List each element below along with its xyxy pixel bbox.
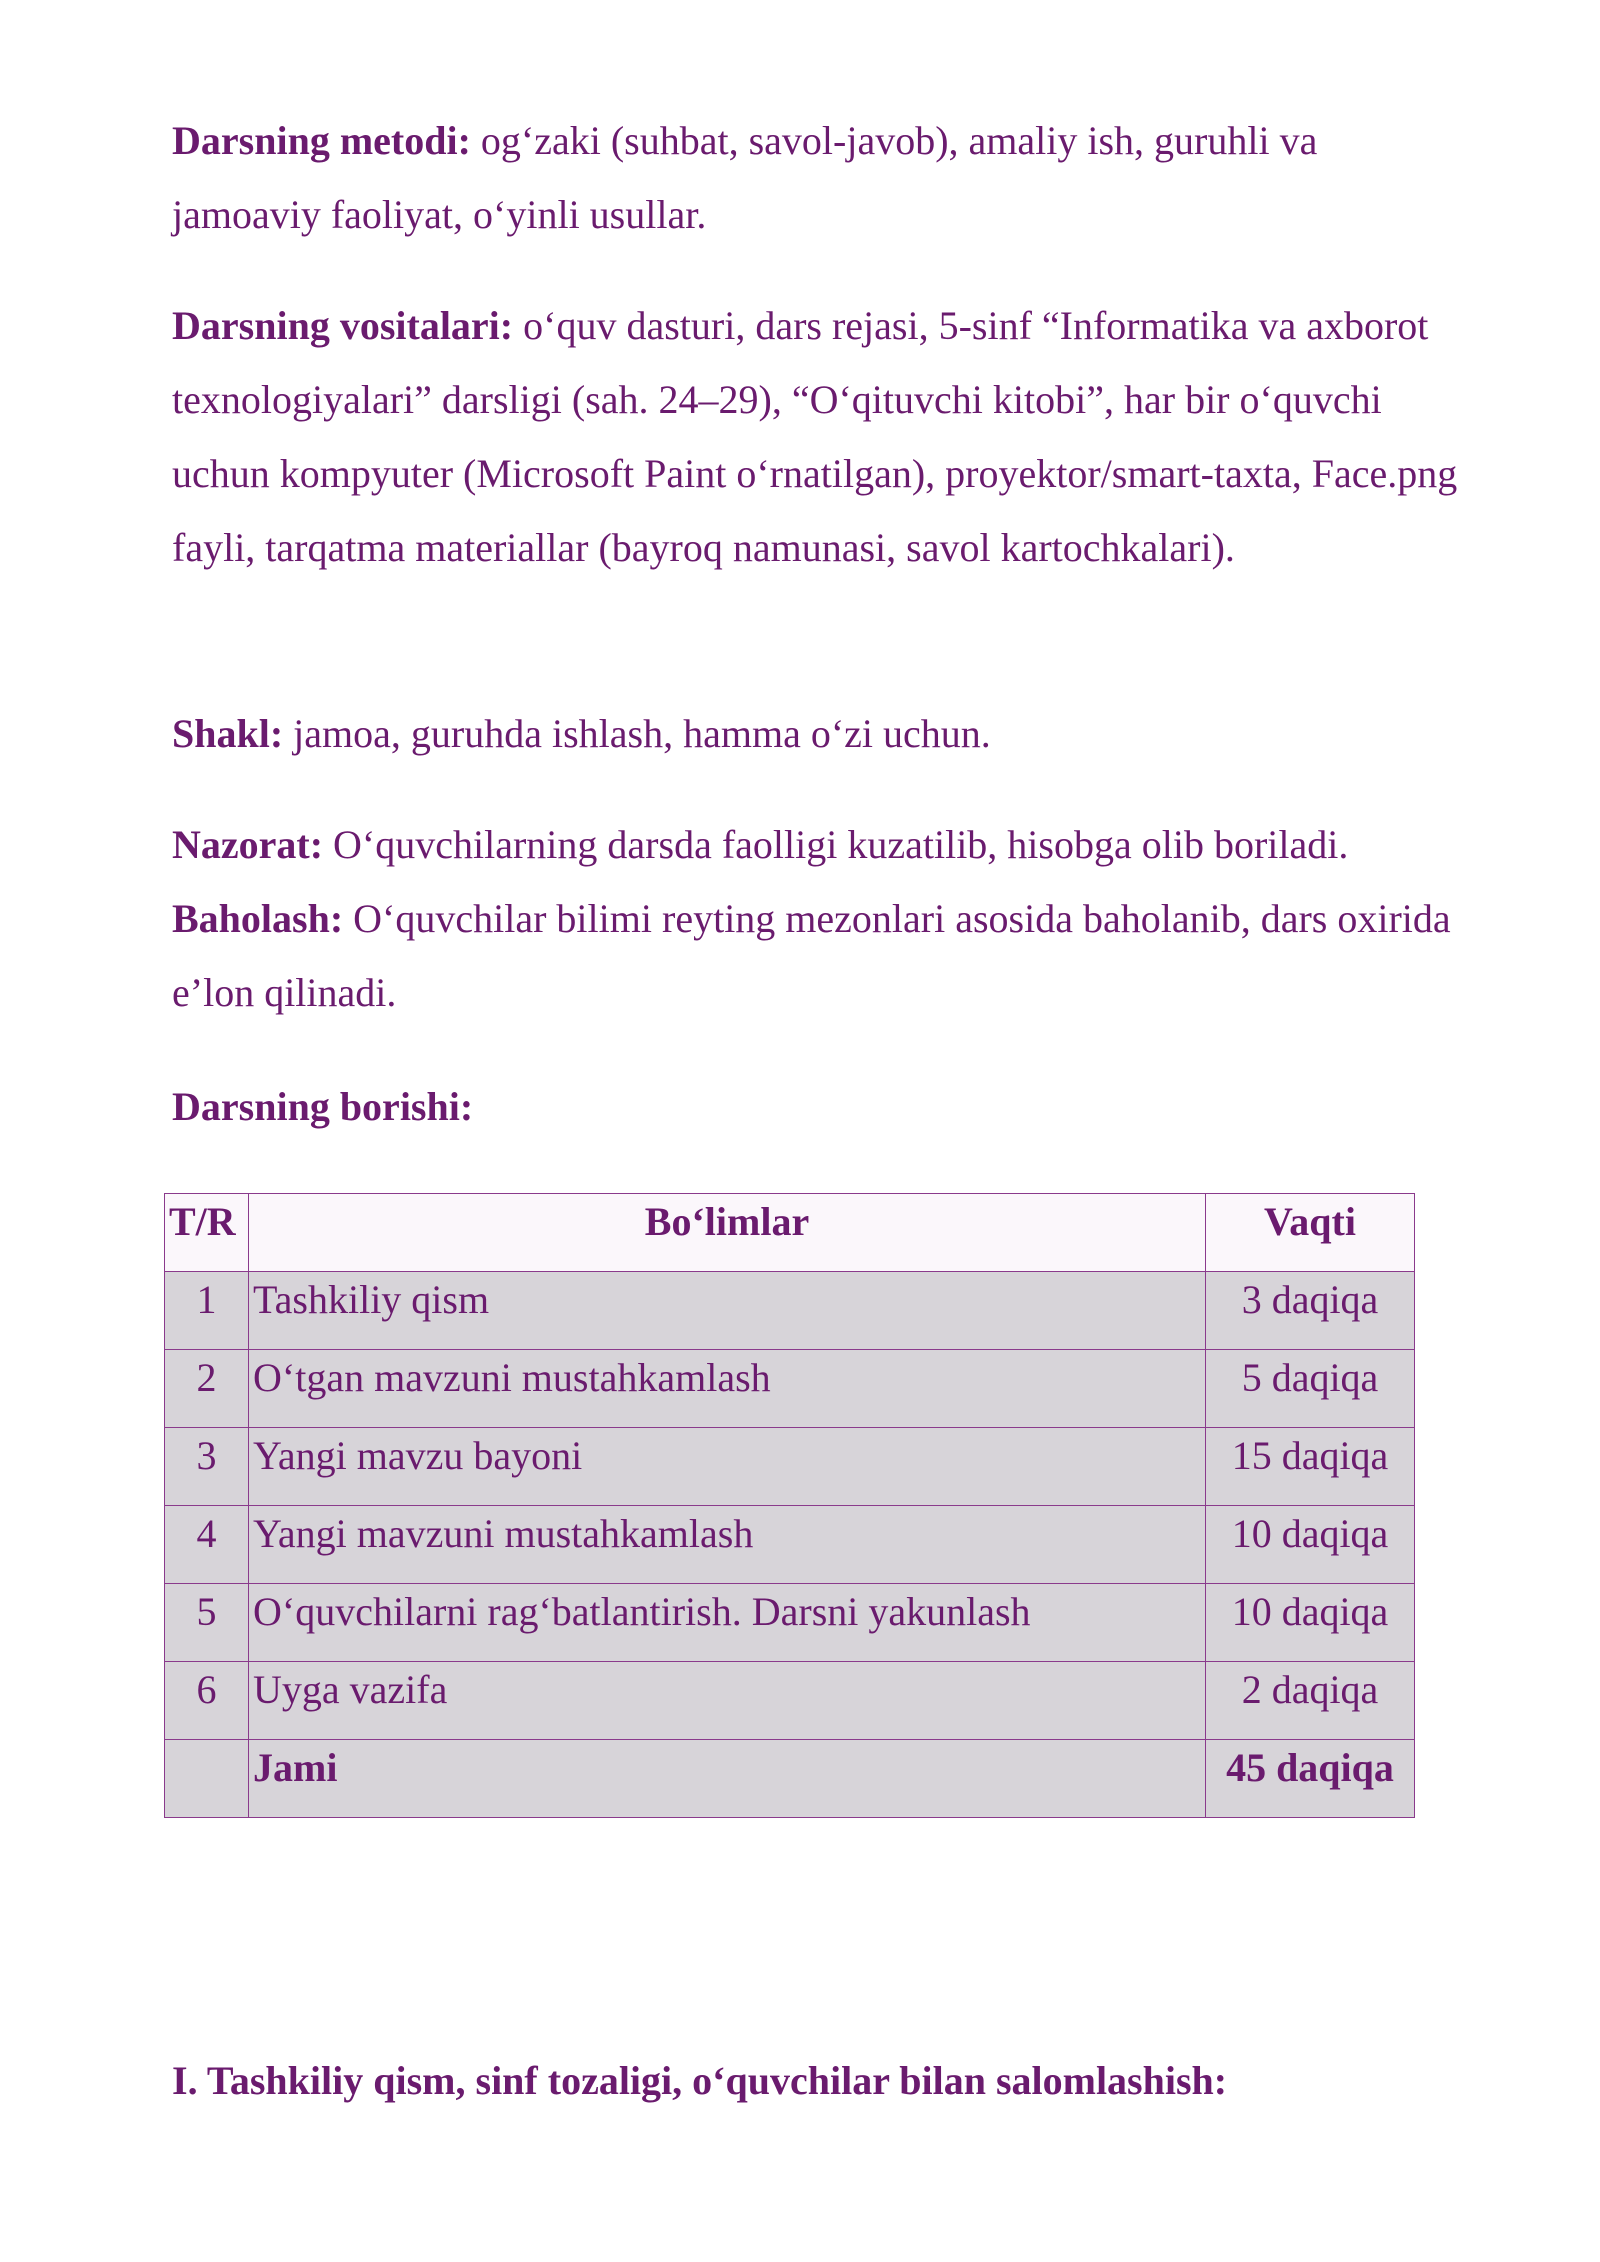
header-time: Vaqti xyxy=(1206,1194,1415,1272)
paragraph-shakl xyxy=(172,697,1462,771)
row-number: 4 xyxy=(165,1506,249,1584)
row-number: 1 xyxy=(165,1272,249,1350)
lesson-plan-table xyxy=(164,1193,1415,1818)
label-nazorat: Nazorat: xyxy=(172,822,324,867)
row-number: 2 xyxy=(165,1350,249,1428)
table-header-row xyxy=(165,1194,1415,1272)
header-sections: Bo‘limlar xyxy=(249,1194,1206,1272)
table-row xyxy=(165,1272,1415,1350)
text-nazorat: O‘quvchilarning darsda faolligi kuzatilib, hisobga olib boriladi. xyxy=(323,822,1349,867)
row-time: 10 daqiqa xyxy=(1206,1584,1415,1662)
text-baholash: O‘quvchilar bilimi reyting mezonlari asosida baholanib, dars oxirida e’lon qilinadi. xyxy=(172,896,1451,1015)
text-vositalari: o‘quv dasturi, dars rejasi, 5-sinf “Informatika va axborot texnologiyalari” darsligi (sah. 24–29), “O‘qituvchi kitobi”, har bir o‘quvchi uchun kompyuter (Microsoft Paint o‘rnatilgan), proyektor/smart-taxta, Face.png fayli, tarqatma materiallar (bayroq namunasi, savol kartochkalari). xyxy=(172,303,1458,570)
table-row xyxy=(165,1428,1415,1506)
row-number: 6 xyxy=(165,1662,249,1740)
table-row xyxy=(165,1350,1415,1428)
text-shakl: jamoa, guruhda ishlash, hamma o‘zi uchun. xyxy=(283,711,991,756)
paragraph-nazorat xyxy=(172,808,1462,882)
table-row xyxy=(165,1506,1415,1584)
heading-tashkiliy-qism: I. Tashkiliy qism, sinf tozaligi, o‘quvchilar bilan salomlashish: xyxy=(172,2058,1228,2103)
row-number: 5 xyxy=(165,1584,249,1662)
label-baholash: Baholash: xyxy=(172,896,344,941)
heading-borishi: Darsning borishi: xyxy=(172,1084,474,1129)
row-section: O‘tgan mavzuni mustahkamlash xyxy=(249,1350,1206,1428)
total-time: 45 daqiqa xyxy=(1206,1740,1415,1818)
row-time: 15 daqiqa xyxy=(1206,1428,1415,1506)
row-number: 3 xyxy=(165,1428,249,1506)
paragraph-metodi xyxy=(172,104,1462,252)
row-section: Yangi mavzu bayoni xyxy=(249,1428,1206,1506)
total-label: Jami xyxy=(249,1740,1206,1818)
row-section: Yangi mavzuni mustahkamlash xyxy=(249,1506,1206,1584)
paragraph-vositalari xyxy=(172,289,1462,585)
label-vositalari: Darsning vositalari: xyxy=(172,303,514,348)
row-section: Uyga vazifa xyxy=(249,1662,1206,1740)
header-tr: T/R xyxy=(165,1194,249,1272)
paragraph-baholash xyxy=(172,882,1462,1030)
row-section: Tashkiliy qism xyxy=(249,1272,1206,1350)
table-row xyxy=(165,1584,1415,1662)
row-time: 3 daqiqa xyxy=(1206,1272,1415,1350)
label-shakl: Shakl: xyxy=(172,711,284,756)
total-number xyxy=(165,1740,249,1818)
label-metodi: Darsning metodi: xyxy=(172,118,471,163)
row-time: 10 daqiqa xyxy=(1206,1506,1415,1584)
row-section: O‘quvchilarni rag‘batlantirish. Darsni yakunlash xyxy=(249,1584,1206,1662)
text-metodi: og‘zaki (suhbat, savol-javob), amaliy ish, guruhli va jamoaviy faoliyat, o‘yinli usullar. xyxy=(172,118,1318,237)
row-time: 5 daqiqa xyxy=(1206,1350,1415,1428)
table-row xyxy=(165,1662,1415,1740)
table-total-row xyxy=(165,1740,1415,1818)
row-time: 2 daqiqa xyxy=(1206,1662,1415,1740)
